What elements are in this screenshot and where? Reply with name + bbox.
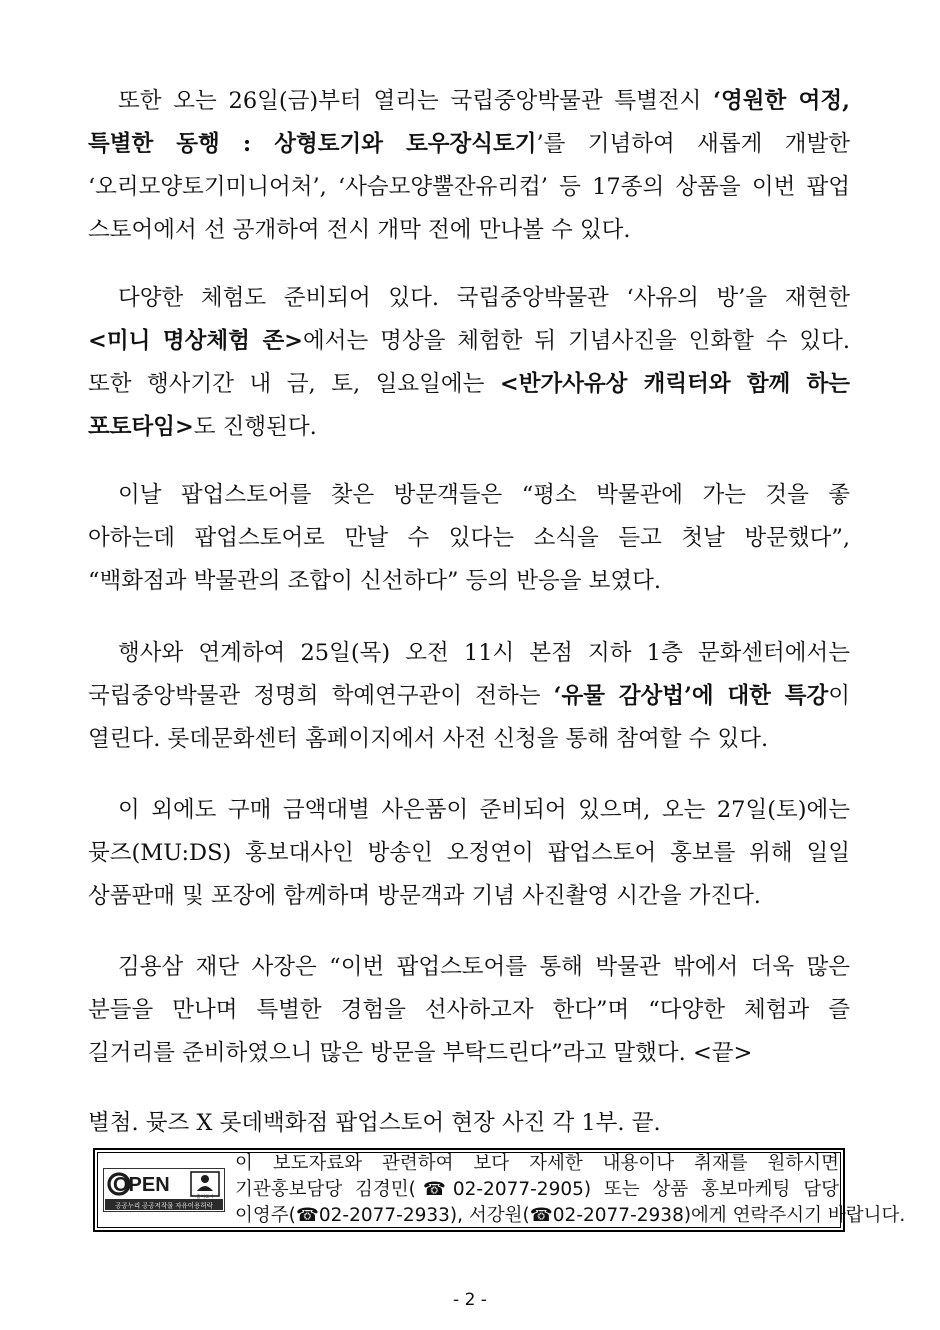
paragraph-line [88,946,850,989]
paragraph-line [88,363,850,406]
paragraph-line [88,277,850,320]
text-run: 에서는 명상을 체험한 뒤 기념사진을 인화할 수 있다. [303,328,850,354]
text-run: 뮷즈(MU:DS) 홍보대사인 방송인 오정연이 팝업스토어 홍보를 위해 일일 [88,840,850,866]
svg-text:공공누리 공공저작물 자유이용허락: 공공누리 공공저작물 자유이용허락 [115,1202,213,1210]
paragraph-1 [88,80,850,252]
text-run: ‘오리모양토기미니어처’, ‘사슴모양뿔잔유리컵’ 등 17종의 상품을 이번 팝업 [88,174,850,200]
paragraph-line [88,718,850,761]
text-run: 이 외에도 구매 금액대별 사은품이 준비되어 있으며, 오는 27일(토)에는 [118,797,850,823]
text-run: 스토어에서 선 공개하여 전시 개막 전에 만나볼 수 있다. [88,217,631,243]
paragraph-line [88,560,850,603]
paragraph-line [88,474,850,517]
paragraph-line [88,789,850,832]
paragraph-line [88,675,850,718]
paragraph-line [88,1032,850,1075]
text-run: 김용삼 재단 사장은 “이번 팝업스토어를 통해 박물관 밖에서 더욱 많은 [118,954,850,980]
bold-text-run: ‘유물 감상법’에 대한 특강 [553,683,829,709]
svg-text:출처표시: 출처표시 [196,1194,214,1199]
paragraph-line [88,406,850,449]
contact-text [235,1151,906,1229]
bold-text-run: 특별한 동행 : 상형토기와 토우장식토기 [88,131,537,157]
attachment-note: 별첨. 뮷즈 X 롯데백화점 팝업스토어 현장 사진 각 1부. 끝. [88,1110,661,1136]
paragraph-line [88,517,850,560]
page-number: - 2 - [453,1290,487,1310]
text-run: “백화점과 박물관의 조합이 신선하다” 등의 반응을 보였다. [88,568,661,594]
open-license-badge [103,1168,225,1212]
paragraph-line [88,80,850,123]
text-run: 도 진행된다. [193,414,317,440]
bold-text-run: <반가사유상 캐릭터와 함께 하는 [499,371,850,397]
text-run: 또한 행사기간 내 금, 토, 일요일에는 [88,371,500,397]
paragraph-4 [88,632,850,761]
paragraph-line [88,875,850,918]
paragraph-2 [88,277,850,449]
contact-line-1: 이 보도자료와 관련하여 보다 자세한 내용이나 취재를 원하시면 [235,1153,839,1174]
bold-text-run: ‘영원한 여정, [713,88,850,114]
paragraph-3 [88,474,850,603]
text-run: ’를 기념하여 새롭게 개발한 [536,131,850,157]
paragraph-5 [88,789,850,918]
text-run: 또한 오는 26일(금)부터 열리는 국립중앙박물관 특별전시 [118,88,714,114]
paragraph-6 [88,946,850,1075]
paragraph-line [88,123,850,166]
text-run: 이날 팝업스토어를 찾은 방문객들은 “평소 박물관에 가는 것을 좋 [118,482,850,508]
paragraph-line [88,209,850,252]
contact-line-2: 기관홍보담당 김경민(☎02-2077-2905) 또는 상품 홍보마케팅 담당 [235,1179,839,1200]
open-logo-text: OPEN [113,1174,170,1196]
paragraph-line [88,832,850,875]
paragraph-line [88,632,850,675]
text-run: 다양한 체험도 준비되어 있다. 국립중앙박물관 ‘사유의 방’을 재현한 [118,285,850,311]
text-run: 이 [828,683,850,709]
paragraph-line [88,320,850,363]
text-run: 열린다. 롯데문화센터 홈페이지에서 사전 신청을 통해 참여할 수 있다. [88,726,769,752]
text-run: 분들을 만나며 특별한 경험을 선사하고자 한다”며 “다양한 체험과 즐 [88,997,850,1023]
text-run: 행사와 연계하여 25일(목) 오전 11시 본점 지하 1층 문화센터에서는 [118,640,850,666]
paragraph-line [88,989,850,1032]
text-run: 아하는데 팝업스토어로 만날 수 있다는 소식을 듣고 첫날 방문했다”, [88,525,850,551]
paragraph-line [88,166,850,209]
text-run: 상품판매 및 포장에 함께하며 방문객과 기념 사진촬영 시간을 가진다. [88,883,761,909]
bold-text-run: <미니 명상체험 존> [88,328,304,354]
text-run: 길거리를 준비하였으니 많은 방문을 부탁드린다”라고 말했다. <끝> [88,1040,753,1066]
contact-line-3: 이영주(☎02-2077-2933), 서강원(☎02-2077-2938)에게 연락주시기 바랍니다. [235,1205,906,1226]
bold-text-run: 포토타임> [88,414,194,440]
text-run: 국립중앙박물관 정명희 학예연구관이 전하는 [88,683,554,709]
contact-box [93,1148,906,1232]
